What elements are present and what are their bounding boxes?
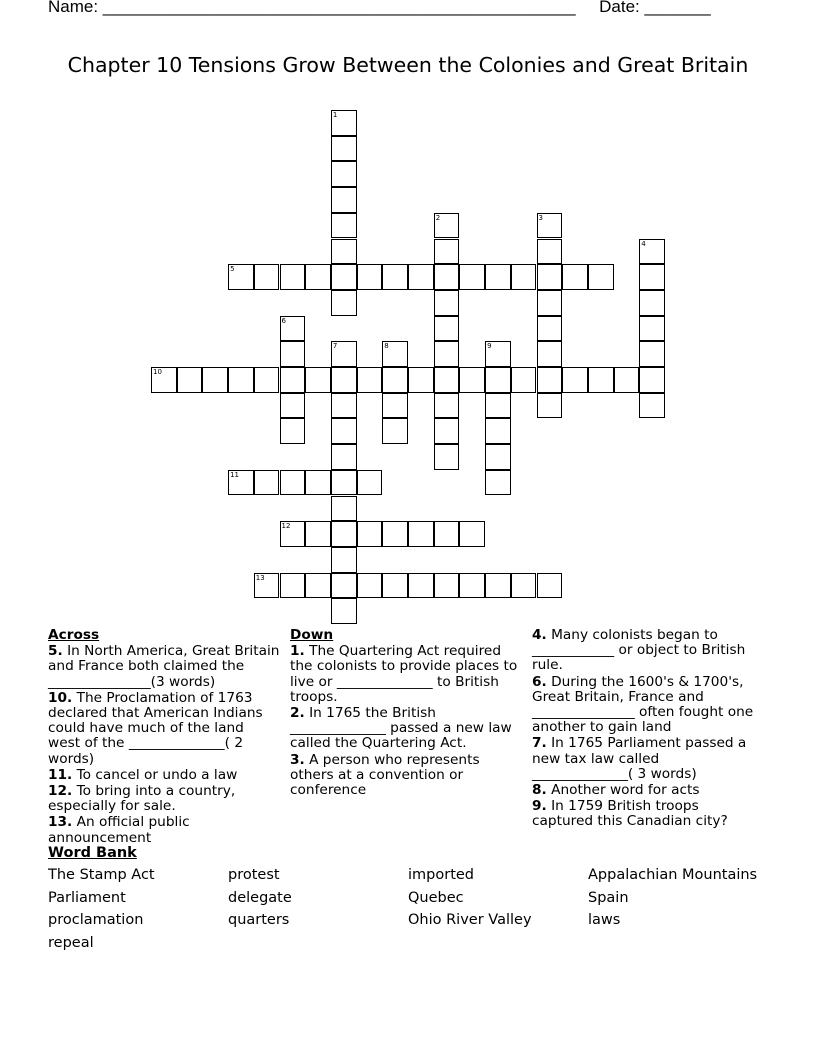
clue-number-label: 2.: [290, 705, 305, 722]
word-bank-item: quarters: [228, 912, 290, 929]
clue-number: 10: [153, 368, 162, 376]
clue-number-label: 13.: [48, 814, 73, 831]
crossword-cell[interactable]: [254, 367, 280, 393]
clue-item: [48, 691, 280, 767]
crossword-cell[interactable]: [280, 316, 306, 342]
clue-item: [532, 675, 764, 736]
crossword-cell[interactable]: [408, 573, 434, 599]
clue-text: During the 1600's & 1700's, Great Britain, France and _______________ often fought one another to gain land: [532, 673, 754, 736]
crossword-cell[interactable]: [280, 393, 306, 419]
crossword-cell[interactable]: [331, 239, 357, 265]
clue-number: 2: [435, 213, 441, 222]
name-date-line: Name: __________________________________________________ Date: _______: [48, 0, 711, 16]
crossword-cell[interactable]: [485, 573, 511, 599]
clue-item: [290, 644, 522, 705]
crossword-cell[interactable]: [562, 264, 588, 290]
clue-number: 13: [255, 573, 265, 582]
clue-number-label: 5.: [48, 643, 63, 660]
clue-number-label: 6.: [532, 673, 547, 690]
crossword-cell[interactable]: [177, 367, 203, 393]
word-bank-item: imported: [408, 867, 475, 883]
clue-number-label: 11.: [48, 766, 73, 783]
crossword-cell[interactable]: [228, 264, 254, 290]
word-bank-item: proclamation: [48, 912, 144, 929]
crossword-cell[interactable]: [382, 367, 408, 393]
crossword-cell[interactable]: [537, 316, 563, 342]
crossword-cell[interactable]: [305, 367, 331, 393]
crossword-cell[interactable]: [459, 367, 485, 393]
crossword-cell[interactable]: [331, 393, 357, 419]
clue-number: 1: [332, 111, 338, 119]
clue-number: 11: [230, 470, 240, 479]
crossword-cell[interactable]: [151, 367, 177, 393]
crossword-cell[interactable]: [485, 393, 511, 419]
crossword-cell[interactable]: [280, 573, 306, 599]
clue-number-label: 1.: [290, 643, 305, 660]
crossword-cell[interactable]: [331, 213, 357, 239]
crossword-cell[interactable]: [434, 367, 460, 393]
crossword-cell[interactable]: [485, 264, 511, 290]
crossword-cell[interactable]: [459, 264, 485, 290]
word-bank-item: Ohio River Valley: [408, 912, 532, 929]
word-bank-item: Quebec: [408, 889, 464, 906]
crossword-cell[interactable]: [434, 521, 460, 547]
crossword-cell[interactable]: [331, 521, 357, 547]
crossword-cell[interactable]: [228, 470, 254, 496]
down-clues-continued: [532, 628, 764, 831]
crossword-cell[interactable]: [434, 444, 460, 470]
crossword-cell[interactable]: [639, 316, 665, 342]
crossword-cell[interactable]: [408, 521, 434, 547]
word-bank-item: protest: [228, 867, 280, 883]
clue-text: To cancel or undo a law: [72, 766, 238, 783]
clue-text: An official public announcement: [48, 814, 190, 846]
crossword-cell[interactable]: [434, 290, 460, 316]
crossword-cell[interactable]: [408, 367, 434, 393]
clue-text: In 1765 Parliament passed a new tax law called ______________( 3 words): [532, 735, 747, 782]
crossword-cell[interactable]: [459, 521, 485, 547]
crossword-cell[interactable]: [280, 367, 306, 393]
clue-number: 5: [230, 265, 235, 274]
crossword-cell[interactable]: [639, 341, 665, 367]
crossword-cell[interactable]: [331, 470, 357, 496]
clue-item: [290, 706, 522, 752]
clue-number: 12: [281, 522, 291, 531]
clue-number: 7: [332, 342, 338, 351]
crossword-cell[interactable]: [537, 367, 563, 393]
clue-item: [290, 753, 522, 799]
crossword-cell[interactable]: [382, 418, 408, 444]
crossword-cell[interactable]: [331, 187, 357, 213]
crossword-cell[interactable]: [485, 470, 511, 496]
crossword-cell[interactable]: [639, 264, 665, 290]
crossword-cell[interactable]: [511, 264, 537, 290]
crossword-cell[interactable]: [639, 290, 665, 316]
clue-number: 3: [538, 213, 543, 222]
crossword-cell[interactable]: [305, 573, 331, 599]
crossword-cell[interactable]: [639, 239, 665, 265]
crossword-cell[interactable]: [434, 341, 460, 367]
clue-item: [48, 768, 280, 783]
crossword-cell[interactable]: [357, 573, 383, 599]
crossword-cell[interactable]: [228, 367, 254, 393]
crossword-cell[interactable]: [382, 573, 408, 599]
clue-item: [532, 799, 764, 829]
crossword-cell[interactable]: [434, 239, 460, 265]
clue-text: A person who represents others at a convention or conference: [290, 751, 480, 799]
crossword-cell[interactable]: [614, 367, 640, 393]
clue-number: 9: [487, 342, 492, 351]
crossword-cell[interactable]: [280, 264, 306, 290]
clue-item: [532, 783, 764, 798]
crossword-cell[interactable]: [280, 521, 306, 547]
clue-number: 4: [641, 239, 646, 248]
crossword-cell[interactable]: [331, 264, 357, 290]
word-bank-item: Parliament: [48, 889, 126, 906]
crossword-cell[interactable]: [537, 264, 563, 290]
clue-number-label: 4.: [532, 627, 547, 643]
crossword-cell[interactable]: [357, 264, 383, 290]
crossword-cell[interactable]: [305, 264, 331, 290]
crossword-cell[interactable]: [357, 470, 383, 496]
crossword-cell[interactable]: [434, 213, 460, 239]
clue-number-label: 8.: [532, 782, 547, 799]
crossword-cell[interactable]: [331, 161, 357, 187]
word-bank-item: delegate: [228, 889, 292, 906]
across-clues: [48, 628, 280, 847]
word-bank-item: The Stamp Act: [48, 867, 155, 883]
crossword-cell[interactable]: [357, 367, 383, 393]
crossword-cell[interactable]: [434, 418, 460, 444]
crossword-cell[interactable]: [562, 367, 588, 393]
clue-text: In 1759 British troops captured this Canadian city?: [532, 798, 728, 830]
crossword-cell[interactable]: [459, 573, 485, 599]
clue-number-label: 9.: [532, 798, 547, 815]
crossword-cell[interactable]: [331, 496, 357, 522]
clue-number-label: 10.: [48, 689, 73, 706]
crossword-cell[interactable]: [588, 264, 614, 290]
crossword-cell[interactable]: [537, 290, 563, 316]
crossword-cell[interactable]: [254, 264, 280, 290]
crossword-cell[interactable]: [537, 573, 563, 599]
crossword-cell[interactable]: [331, 547, 357, 573]
crossword-cell[interactable]: [639, 367, 665, 393]
down-heading: Down: [290, 627, 334, 643]
crossword-cell[interactable]: [331, 110, 357, 136]
clue-text: In North America, Great Britain and France both claimed the _______________(3 words): [48, 643, 280, 690]
crossword-cell[interactable]: [254, 573, 280, 599]
crossword-cell[interactable]: [254, 470, 280, 496]
across-heading: Across: [48, 627, 100, 643]
word-bank-item: Spain: [588, 889, 629, 906]
clue-number: 8: [384, 342, 389, 351]
crossword-cell[interactable]: [331, 290, 357, 316]
crossword-cell[interactable]: [331, 136, 357, 162]
crossword-cell[interactable]: [382, 264, 408, 290]
clue-number: 6: [281, 316, 286, 325]
crossword-cell[interactable]: [382, 341, 408, 367]
clue-text: Another word for acts: [546, 782, 700, 799]
crossword-cell[interactable]: [280, 418, 306, 444]
word-bank-title: Word Bank: [48, 845, 137, 861]
page-title: Chapter 10 Tensions Grow Between the Colonies and Great Britain: [67, 53, 749, 77]
crossword-cell[interactable]: [511, 573, 537, 599]
clue-number-label: 12.: [48, 783, 73, 800]
clue-number-label: 3.: [290, 751, 305, 768]
clue-text: Many colonists began to ____________ or object to British rule.: [532, 627, 746, 674]
crossword-cell[interactable]: [202, 367, 228, 393]
crossword-cell[interactable]: [485, 367, 511, 393]
crossword-cell[interactable]: [382, 393, 408, 419]
crossword-cell[interactable]: [485, 418, 511, 444]
crossword-cell[interactable]: [434, 573, 460, 599]
crossword-cell[interactable]: [305, 470, 331, 496]
clue-number-label: 7.: [532, 735, 547, 752]
clue-text: In 1765 the British ______________ passed a new law called the Quartering Act.: [290, 705, 512, 752]
crossword-cell[interactable]: [331, 598, 357, 624]
crossword-cell[interactable]: [331, 573, 357, 599]
crossword-cell[interactable]: [639, 393, 665, 419]
crossword-cell[interactable]: [511, 367, 537, 393]
crossword-cell[interactable]: [331, 444, 357, 470]
clue-item: [48, 815, 280, 845]
word-bank-item: Appalachian Mountains: [588, 867, 758, 883]
down-clues: [290, 628, 522, 799]
crossword-cell[interactable]: [434, 393, 460, 419]
clue-item: [532, 736, 764, 782]
crossword-cell[interactable]: [537, 393, 563, 419]
clue-item: [532, 628, 764, 674]
crossword-cell[interactable]: [537, 341, 563, 367]
clue-item: [48, 784, 280, 814]
word-bank-item: repeal: [48, 935, 94, 952]
crossword-cell[interactable]: [434, 316, 460, 342]
crossword-cell[interactable]: [280, 341, 306, 367]
crossword-cell[interactable]: [331, 341, 357, 367]
crossword-cell[interactable]: [305, 521, 331, 547]
crossword-cell[interactable]: [357, 521, 383, 547]
crossword-cell[interactable]: [588, 367, 614, 393]
crossword-cell[interactable]: [434, 264, 460, 290]
crossword-cell[interactable]: [485, 341, 511, 367]
crossword-cell[interactable]: [382, 521, 408, 547]
clue-item: [48, 644, 280, 690]
clue-text: The Proclamation of 1763 declared that American Indians could have much of the land west of the ______________( 2 words): [48, 689, 263, 767]
crossword-cell[interactable]: [537, 239, 563, 265]
crossword-cell[interactable]: [331, 418, 357, 444]
crossword-cell[interactable]: [537, 213, 563, 239]
crossword-cell[interactable]: [408, 264, 434, 290]
word-bank-item: laws: [588, 912, 621, 929]
crossword-cell[interactable]: [485, 444, 511, 470]
crossword-cell[interactable]: [331, 367, 357, 393]
clue-text: The Quartering Act required the colonists to provide places to live or ______________ to British troops.: [290, 643, 518, 705]
clue-text: To bring into a country, especially for sale.: [48, 783, 236, 815]
crossword-cell[interactable]: [280, 470, 306, 496]
